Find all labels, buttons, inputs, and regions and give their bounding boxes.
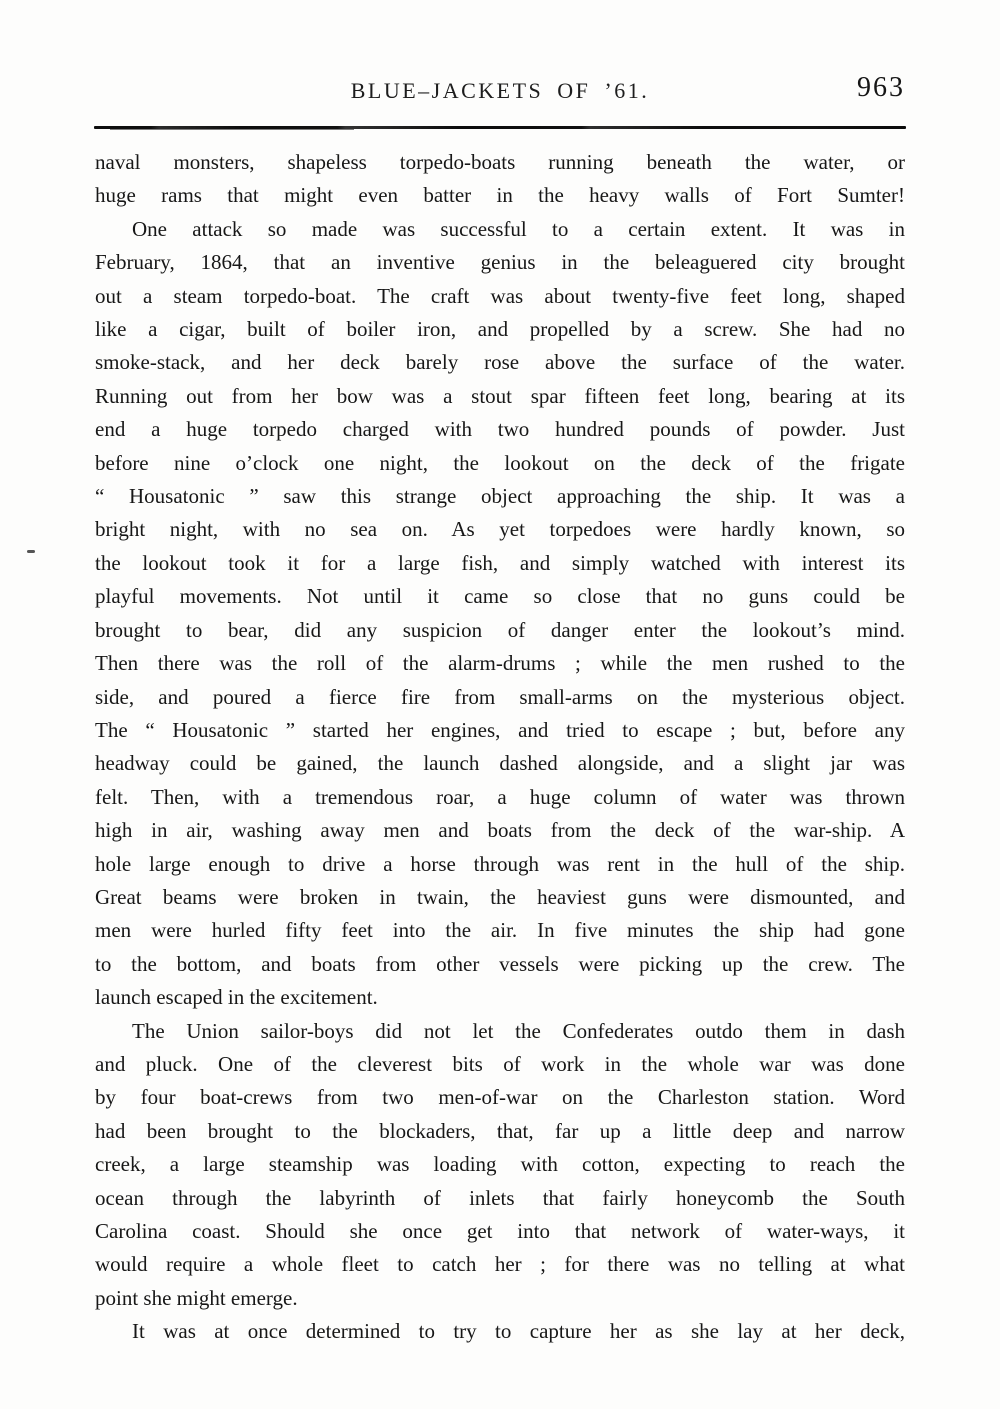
- text-line: to the bottom, and boats from other vessels were picking up the crew. The: [95, 951, 905, 976]
- text-line: bright night, with no sea on. As yet torpedoes were hardly known, so: [95, 517, 905, 542]
- text-line: high in air, washing away men and boats from the deck of the war-ship. A: [95, 818, 905, 843]
- header-rule: [94, 126, 906, 129]
- page-number: 963: [857, 72, 905, 103]
- body-text: [95, 146, 905, 1349]
- text-line: February, 1864, that an inventive genius in the beleaguered city brought: [95, 250, 905, 275]
- text-line: like a cigar, built of boiler iron, and propelled by a screw. She had no: [95, 317, 905, 342]
- text-line: the lookout took it for a large fish, and simply watched with interest its: [95, 550, 905, 575]
- text-line: Great beams were broken in twain, the heaviest guns were dismounted, and: [95, 884, 905, 909]
- text-line: naval monsters, shapeless torpedo-boats running beneath the water, or: [95, 150, 905, 174]
- text-line: It was at once determined to try to capture her as she lay at her deck,: [132, 1319, 905, 1344]
- text-line: huge rams that might even batter in the heavy walls of Fort Sumter!: [95, 183, 905, 208]
- scan-artifact-dot: [27, 550, 35, 553]
- running-title: BLUE–JACKETS OF ’61.: [350, 78, 650, 103]
- text-line: side, and poured a fierce fire from small-arms on the mysterious object.: [95, 684, 905, 709]
- text-line: hole large enough to drive a horse through was rent in the hull of the ship.: [95, 851, 905, 876]
- text-line: Then there was the roll of the alarm-drums ; while the men rushed to the: [95, 651, 905, 676]
- text-line: The Union sailor-boys did not let the Confederates outdo them in dash: [132, 1018, 905, 1043]
- text-line: and pluck. One of the cleverest bits of work in the whole war was done: [95, 1051, 905, 1076]
- page-header: [95, 72, 905, 110]
- text-line: ocean through the labyrinth of inlets that fairly honeycomb the South: [95, 1185, 905, 1210]
- text-line: headway could be gained, the launch dashed alongside, and a slight jar was: [95, 751, 905, 776]
- text-line: brought to bear, did any suspicion of danger enter the lookout’s mind.: [95, 617, 905, 642]
- text-line: point she might emerge.: [95, 1285, 298, 1310]
- text-line: Running out from her bow was a stout spar fifteen feet long, bearing at its: [95, 383, 905, 408]
- text-line: by four boat-crews from two men-of-war on the Charleston station. Word: [95, 1085, 905, 1110]
- text-line: The “ Housatonic ” started her engines, and tried to escape ; but, before any: [95, 717, 905, 742]
- text-line: out a steam torpedo-boat. The craft was about twenty-five feet long, shaped: [95, 283, 905, 308]
- text-line: playful movements. Not until it came so close that no guns could be: [95, 584, 905, 609]
- text-line: men were hurled fifty feet into the air. In five minutes the ship had gone: [95, 918, 905, 943]
- text-line: Carolina coast. Should she once get into that network of water-ways, it: [95, 1219, 905, 1243]
- text-line: One attack so made was successful to a certain extent. It was in: [132, 216, 905, 241]
- text-line: would require a whole fleet to catch her ; for there was no telling at what: [95, 1252, 905, 1277]
- text-line: had been brought to the blockaders, that, far up a little deep and narrow: [95, 1118, 905, 1143]
- text-line: before nine o’clock one night, the lookout on the deck of the frigate: [95, 450, 905, 475]
- text-line: end a huge torpedo charged with two hundred pounds of powder. Just: [95, 417, 905, 442]
- text-line: “ Housatonic ” saw this strange object approaching the ship. It was a: [95, 484, 905, 509]
- text-line: felt. Then, with a tremendous roar, a huge column of water was thrown: [95, 784, 905, 809]
- text-line: launch escaped in the excitement.: [95, 985, 378, 1010]
- text-line: smoke-stack, and her deck barely rose above the surface of the water.: [95, 350, 905, 375]
- text-line: creek, a large steamship was loading with cotton, expecting to reach the: [95, 1152, 905, 1177]
